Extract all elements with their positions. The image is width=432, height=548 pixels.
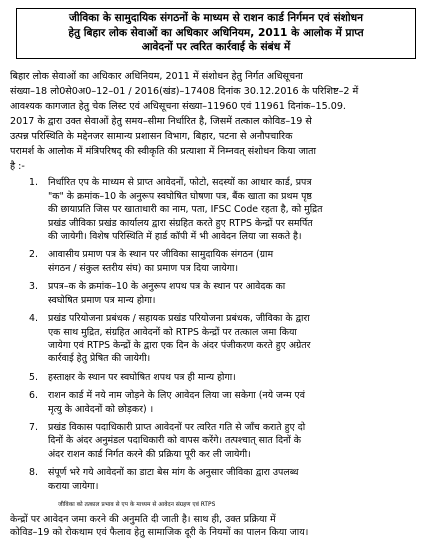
- item-number: 7.: [29, 421, 38, 433]
- item-line: संगठन / संकुल स्तरीय संघ) का प्रमाण पत्र दिया जायेगा।: [48, 262, 238, 274]
- item-line: मृत्यु के आवेदनों को छोड़कर) ।: [48, 403, 154, 415]
- intro-line: संख्या–18 लो0से0अ0–12–01 / 2016(खंड)–17408 दिनांक 30.12.2016 के परिशिष्ट–2 में: [10, 85, 359, 97]
- intro-line: आवश्यक कागजात हेतु चेक लिस्ट एवं अधिसूचना संख्या–11960 एवं 11961 दिनांक–15.09.: [10, 100, 346, 112]
- closing-line: कोविड–19 को रोकथाम एवं फैलाव हेतु सामाजिक दूरी के नियमों का पालन किया जाय।: [10, 527, 309, 539]
- amendment-points-list: [10, 176, 422, 493]
- title-line: जीविका के सामुदायिक संगठनों के माध्यम से राशन कार्ड निर्गमन एवं संशोधन: [69, 12, 363, 24]
- item-line: प्रखंड विकास पदाधिकारी प्राप्त आवेदनों पर त्वरित गति से जाँच कराते हुए दो: [48, 421, 306, 433]
- item-line: की छायाप्रति जिस पर खाताधारी का नाम, पता, IFSC Code रहता है, को मुद्रित: [48, 204, 323, 216]
- document-title: [16, 8, 416, 59]
- list-item: [10, 421, 422, 461]
- item-line: संपूर्ण भरे गये आवेदनों का डाटा बेस मांग के अनुसार जीविका द्वारा उपलब्ध: [48, 467, 299, 479]
- item-number: 3.: [29, 281, 38, 293]
- intro-line: उत्पन्न परिस्थिति के मद्देनजर सामान्य प्रशासन विभाग, बिहार, पटना से अनौपचारिक: [10, 131, 293, 143]
- list-item: [10, 371, 422, 384]
- list-item: [10, 466, 422, 493]
- item-line: अंदर राशन कार्ड निर्गत करने की प्रक्रिया पूरी कर ली जायेगी।: [48, 448, 251, 460]
- item-text: [48, 248, 422, 275]
- item-number: 6.: [29, 390, 38, 402]
- item-line: दिनों के अंदर अनुमंडल पदाधिकारी को वापस करेंगे। तत्पश्चात् सात दिनों के: [48, 435, 301, 447]
- item-line: की जायेगी। विशेष परिस्थिति में हार्ड कॉपी में भी आवेदन लिया जा सकते है।: [48, 231, 302, 243]
- title-line: हेतु बिहार लोक सेवाओं का अधिकार अधिनियम, 2011 के आलोक में प्राप्त: [68, 26, 364, 39]
- closing-line: केन्द्रों पर आवेदन जमा करने की अनुमति दी जाती है। साथ ही, उक्त प्रक्रिया में: [10, 513, 276, 525]
- item-number: 2.: [29, 249, 38, 261]
- item-text: [48, 466, 422, 493]
- item-line: "क" के क्रमांक–10 के अनुरूप स्वघोषित घोषणा पत्र, बैंक खाता का प्रथम पृष्ठ: [48, 190, 312, 202]
- list-item: [10, 280, 422, 307]
- item-line: प्रखंड परियोजना प्रबंधक / सहायक प्रखंड परियोजना प्रबंधक, जीविका के द्वारा: [48, 313, 310, 325]
- item-line: राशन कार्ड में नये नाम जोड़ने के लिए आवेदन लिया जा सकेगा (नये जन्म एवं: [48, 390, 305, 402]
- item-text: [48, 312, 422, 366]
- intro-line: परामर्श के आलोक में मंत्रिपरिषद् की स्वीकृति की प्रत्याशा में निम्नवत् संशोधन किया जाता: [10, 146, 317, 158]
- item-line: प्रखंड जीविका प्रखंड कार्यालय द्वारा संग्रहित करते हुए RTPS केन्द्रों पर समर्पित: [48, 217, 313, 229]
- item-text: [48, 280, 422, 307]
- item-line: निर्धारित एप के माध्यम से प्राप्त आवेदनों, फोटो, सदस्यों का आधार कार्ड, प्रपत्र: [48, 177, 312, 189]
- item-line: आवासीय प्रमाण पत्र के स्थान पर जीविका सामुदायिक संगठन (ग्राम: [48, 249, 274, 261]
- item-line: स्वघोषित प्रमाण पत्र मान्य होगा।: [48, 294, 156, 306]
- item-text: [48, 389, 422, 416]
- item-line: कार्रवाई हेतु प्रेषित की जायेगी।: [48, 353, 151, 365]
- item-number: 4.: [29, 313, 38, 325]
- item-text: [48, 421, 422, 461]
- list-item: [10, 389, 422, 416]
- intro-paragraph: [10, 69, 422, 175]
- closing-paragraph: [10, 499, 422, 540]
- intro-line: बिहार लोक सेवाओं का अधिकार अधिनियम, 2011 में संशोधन हेतु निर्गत अधिसूचना: [10, 70, 303, 82]
- list-item: [10, 248, 422, 275]
- item-number: 5.: [29, 371, 38, 383]
- item-text: [48, 176, 422, 243]
- list-item: [10, 176, 422, 243]
- item-line: जायेगा एवं RTPS केन्द्रों के द्वारा एक दिन के अंदर पंजीकरण करते हुए अग्रेतर: [48, 339, 311, 351]
- intro-line: 2017 के द्वारा उक्त सेवाओं हेतु समय–सीमा निर्धारित है, जिसमें तत्काल कोविड–19 से: [10, 116, 312, 128]
- item-line: एक साथ मुद्रित, संग्रहित आवेदनों को RTPS केन्द्रों पर तत्काल जमा किया: [48, 326, 297, 338]
- item-number: 8.: [29, 467, 38, 479]
- item-line: हस्ताक्षर के स्थान पर स्वघोषित शपथ पत्र ही मान्य होगा।: [48, 371, 236, 383]
- list-item: [10, 312, 422, 366]
- item-line: प्रपत्र–क के क्रमांक–10 के अनुरूप शपथ पत्र के स्थान पर आवेदक का: [48, 281, 286, 293]
- title-line: आवेदनों पर त्वरित कार्रवाई के संबंध में: [141, 41, 291, 54]
- item-number: 1.: [29, 177, 38, 189]
- item-text: [48, 371, 422, 384]
- intro-line: है :-: [10, 161, 25, 173]
- item-line: कराया जायेगा।: [48, 480, 99, 492]
- closing-line: जीविका को तत्काल प्रभाव से एप के माध्यम से आवेदन संग्रहण एवं RTPS: [58, 501, 216, 508]
